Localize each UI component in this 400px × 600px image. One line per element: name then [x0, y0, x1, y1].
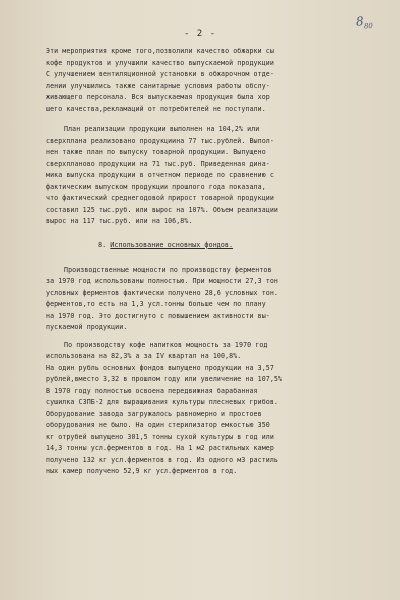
text-line: фактическим выпуском продукции прошлого года показала, [46, 182, 266, 191]
text-line: сушилка СЗПБ-2 для выращивания культуры плесневых грибов. [46, 398, 278, 406]
text-line: кофе продуктов и улучшили качество выпускаемой продукции [46, 58, 274, 67]
text-line: использована на 82,3% а за IV квартал на 100,8%. [46, 352, 242, 360]
archive-mark-sub: 80 [363, 21, 374, 31]
section-heading [46, 239, 374, 251]
paragraph [46, 124, 374, 228]
text-line: Эти мероприятия кроме того,позволили качество обжарки сы [46, 47, 274, 55]
text-line: План реализации продукции выполнен на 104,2% или [64, 125, 260, 133]
text-line: Производственные мощности по производству ферментов [64, 265, 272, 274]
text-line: условных ферментов фактически получено 28,6 условных тон. [46, 288, 278, 297]
text-line: кг отрубей выпущено 301,5 тонны сухой культуры в год или [46, 432, 274, 441]
text-line: На один рубль основных фондов выпущено продукции на 3,57 [46, 363, 274, 372]
archive-page-mark [355, 13, 373, 31]
paragraph [46, 340, 374, 478]
text-line: Оборудование завода загружалось равномерно и простоев [46, 409, 262, 418]
text-line: живающего персонала. Вся выпускаемая продукция была хор [46, 93, 270, 101]
text-line: что фактический среднегодовой прирост товарной продукции [46, 194, 274, 202]
text-line: В 1970 году полностью освоена передвижная барабанная [46, 386, 258, 395]
text-line: пускаемой продукции. [46, 323, 128, 331]
text-line: По производству кофе напитков мощность за 1970 год [64, 340, 268, 349]
text-line: С улучшением вентиляционной установки в обжарочном отде- [46, 70, 274, 78]
text-line: сверхпланово продукции на 71 тыс.руб. Приведенная дина- [46, 159, 270, 168]
text-line: ферментов,то есть на 1,3 усл.тонны больше чем по плану [46, 300, 266, 308]
paragraph [46, 265, 374, 334]
archive-mark-main: 8 [355, 14, 365, 29]
section-title: Использование основных фондов. [110, 240, 234, 249]
paragraph [46, 46, 374, 115]
text-line: на 1970 год. Это достигнуто с повышением активности вы- [46, 311, 270, 320]
section-number: 8. [98, 240, 107, 249]
document-body [46, 46, 374, 478]
text-line: 14,3 тонны усл.ферментов в год. На 1 м2 растильных камер [46, 444, 274, 452]
text-line: мика выпуска продукции в отчетном периоде по сравнению с [46, 171, 274, 179]
text-line: получено 132 кг усл.ферментов в год. Из одного м3 растиль [46, 455, 278, 464]
text-line: шего качества,рекламаций от потребителей не поступали. [46, 104, 266, 113]
text-line: лении улучшились также санитарные условия работы обслу- [46, 81, 270, 90]
text-line: нен также план по выпуску товарной продукции. Выпущено [46, 148, 266, 156]
text-line: оборудования не было. На один стерилизатор емкостью 350 [46, 421, 270, 429]
text-line: сверхплана реализовано продукциина 77 тыс.рублей. Выпол- [46, 136, 274, 145]
text-line: за 1970 год использованы полностью. При мощности 27,3 тон [46, 277, 278, 285]
text-line: рублей,вместо 3,32 в прошлом году или увеличение на 107,5% [46, 375, 283, 383]
text-line: ных камер получено 52,9 кг усл.ферментов в год. [46, 467, 238, 475]
page-number: - 2 - [183, 29, 217, 39]
text-line: вырос на 117 тыс.руб. или на 106,8%. [46, 217, 193, 225]
text-line: составил 125 тыс.руб. или вырос на 107%. Объем реализации [46, 205, 278, 214]
